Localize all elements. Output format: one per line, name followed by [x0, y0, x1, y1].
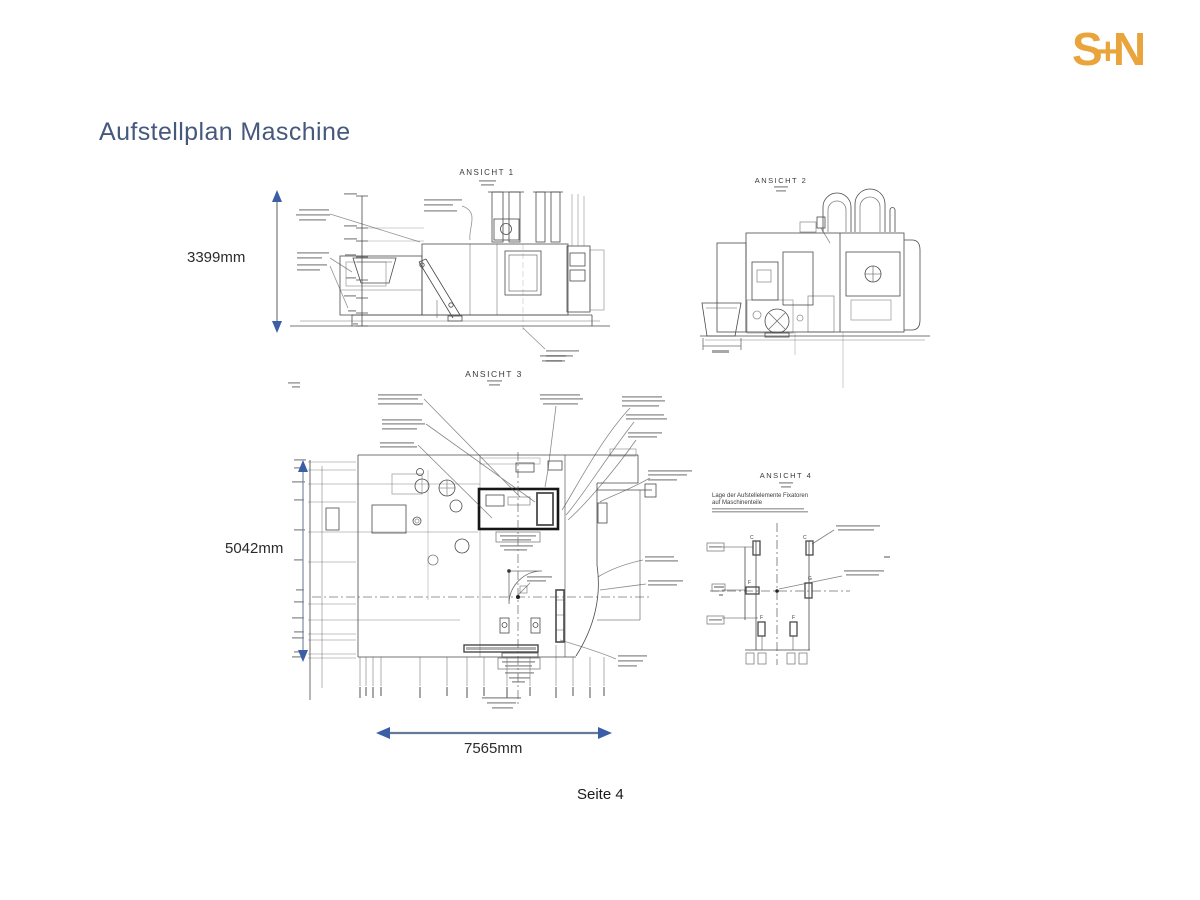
logo-plus-icon: + — [1096, 31, 1118, 73]
dimension-arrow-view3-width — [376, 727, 612, 739]
view-ansicht-2 — [700, 176, 930, 388]
page-number: Seite 4 — [577, 786, 624, 803]
pad-label-5: F — [760, 615, 764, 621]
view2-label: ANSICHT 2 — [754, 176, 808, 185]
view-ansicht-4 — [707, 471, 890, 665]
pad-label-6: F — [792, 615, 796, 621]
view1-label: ANSICHT 1 — [459, 168, 515, 177]
dimension-arrow-view1-height — [272, 190, 282, 333]
page-title: Aufstellplan Maschine — [99, 118, 351, 146]
view-ansicht-3 — [288, 355, 692, 709]
view4-caption-line1: Lage der Aufstellelemente Fixatoren — [712, 493, 809, 499]
view4-caption-line2: auf Maschinenteile — [712, 500, 763, 506]
pad-label-2: C — [803, 535, 807, 541]
pad-label-1: C — [750, 535, 754, 541]
logo-letter-n: N — [1112, 23, 1146, 75]
view4-label: ANSICHT 4 — [759, 471, 813, 480]
dimension-label-view3-height: 5042mm — [225, 540, 284, 557]
view-ansicht-1 — [290, 168, 610, 362]
dimension-label-view1-height: 3399mm — [187, 249, 246, 266]
company-logo — [1072, 23, 1146, 75]
view3-label: ANSICHT 3 — [465, 369, 523, 379]
logo-letter-s: S — [1072, 23, 1102, 75]
dimension-arrow-view3-height — [298, 460, 308, 662]
dimension-label-view3-width: 7565mm — [464, 740, 523, 757]
pad-label-4: G — [808, 576, 812, 582]
pad-label-3: F — [748, 580, 752, 586]
